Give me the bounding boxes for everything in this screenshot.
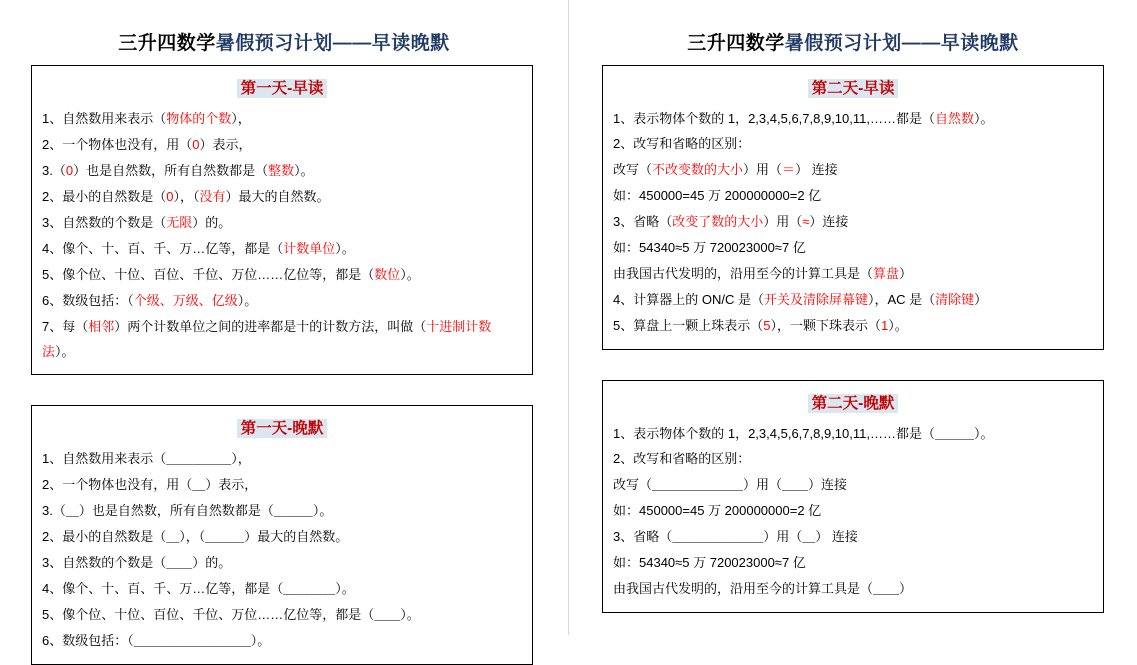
- section-lines-day1-morning: [42, 106, 522, 364]
- page-title-right-blue: 暑假预习计划——早读晚默: [784, 33, 1019, 54]
- content-line: [613, 446, 1093, 472]
- section-heading-day1-evening: [42, 416, 522, 438]
- content-line: [613, 498, 1093, 524]
- content-line: [613, 472, 1093, 498]
- line-text: 4、计算器上的 ON/C 是（: [613, 292, 764, 307]
- line-text: ） 连接: [795, 162, 838, 177]
- section-heading-day2-evening: [613, 391, 1093, 413]
- line-text: ），（: [173, 189, 200, 204]
- line-text: 1、自然数用来表示（＿＿＿＿＿），: [42, 451, 251, 466]
- section-heading-day1-morning-text: 第一天-早读: [237, 79, 328, 98]
- line-text: 由我国古代发明的，沿用至今的计算工具是（＿＿）: [613, 581, 913, 596]
- page-title-right: [569, 28, 1137, 55]
- section-lines-day2-evening: [613, 421, 1093, 602]
- content-line: [613, 106, 1093, 131]
- line-text: 3、自然数的个数是（＿＿）的。: [42, 555, 232, 570]
- section-heading-day2-morning-text: 第二天-早读: [808, 79, 899, 98]
- line-text: 7、每（: [42, 319, 89, 334]
- line-text: ）。: [888, 318, 908, 333]
- page-right: [569, 0, 1137, 635]
- answer-text: 没有: [199, 189, 226, 204]
- line-text: ）。: [55, 344, 75, 359]
- content-line: [42, 288, 522, 314]
- section-box-day1-morning: [31, 65, 533, 375]
- line-text: 1、自然数用来表示（: [42, 111, 167, 126]
- answer-text: 计数单位: [283, 241, 336, 256]
- content-line: [42, 550, 522, 576]
- line-text: 由我国古代发明的，沿用至今的计算工具是（: [613, 266, 874, 281]
- section-heading-day1-morning: [42, 76, 522, 98]
- line-text: 1、表示物体个数的 1，2,3,4,5,6,7,8,9,10,11,……都是（: [613, 111, 935, 126]
- content-line: [42, 446, 522, 472]
- section-box-day2-evening: [602, 380, 1104, 613]
- content-line: [613, 550, 1093, 576]
- content-line: [613, 183, 1093, 209]
- section-lines-day2-morning: [613, 106, 1093, 339]
- line-text: 4、像个、十、百、千、万…亿等，都是（＿＿＿＿）。: [42, 581, 355, 596]
- answer-text: 改变了数的大小: [672, 214, 764, 229]
- line-text: 6、数级包括：（＿＿＿＿＿＿＿＿＿）。: [42, 633, 271, 648]
- line-text: ），一颗下珠表示（: [770, 318, 881, 333]
- line-text: 5、像个位、十位、百位、千位、万位……亿位等，都是（＿＿）。: [42, 607, 420, 622]
- content-line: [42, 236, 522, 262]
- answer-text: 自然数: [935, 111, 975, 126]
- answer-text: 个级、万级、亿级: [133, 293, 238, 308]
- content-line: [613, 131, 1093, 157]
- line-text: 2、一个物体也没有，用（: [42, 137, 193, 152]
- content-line: [42, 498, 522, 524]
- answer-text: 算盘: [873, 266, 900, 281]
- content-line: [42, 472, 522, 498]
- line-text: 5、算盘上一颗上珠表示（: [613, 318, 764, 333]
- line-text: ）。: [237, 293, 258, 308]
- section-heading-day2-evening-text: 第二天-晚默: [808, 394, 899, 413]
- content-line: [613, 421, 1093, 446]
- spacer-left: [0, 375, 568, 405]
- answer-text: 十进制计数法: [42, 319, 492, 359]
- answer-text: 不改变数的大小: [652, 162, 744, 177]
- line-text: ）也是自然数，所有自然数都是（: [73, 163, 269, 178]
- line-text: ）用（: [763, 214, 803, 229]
- answer-text: ＝: [782, 162, 796, 177]
- page-title-left: [0, 28, 568, 55]
- content-line: [42, 184, 522, 210]
- line-text: 3.（＿）也是自然数，所有自然数都是（＿＿＿）。: [42, 503, 333, 518]
- content-line: [613, 235, 1093, 261]
- answer-text: 0: [166, 189, 174, 204]
- line-text: ）最大的自然数。: [225, 189, 330, 204]
- line-text: 3、省略（: [613, 214, 673, 229]
- line-text: 如：450000=45 万 200000000=2 亿: [613, 188, 822, 203]
- section-heading-day2-morning: [613, 76, 1093, 98]
- answer-text: 无限: [166, 215, 193, 230]
- content-line: [613, 313, 1093, 339]
- line-text: ），: [231, 111, 251, 126]
- page-title-left-blue: 暑假预习计划——早读晚默: [215, 33, 450, 54]
- line-text: ）两个计数单位之间的进率都是十的计数方法，叫做（: [114, 319, 427, 334]
- page-title-left-plain: 三升四数学: [118, 33, 216, 54]
- line-text: 3、省略（＿＿＿＿＿＿＿）用（＿） 连接: [613, 529, 858, 544]
- content-line: [42, 210, 522, 236]
- line-text: ）用（: [743, 162, 783, 177]
- answer-text: 1: [880, 318, 889, 333]
- line-text: 改写（＿＿＿＿＿＿＿）用（＿＿）连接: [613, 477, 848, 492]
- answer-text: 0: [192, 137, 200, 152]
- content-line: [613, 576, 1093, 602]
- answer-text: 物体的个数: [166, 111, 232, 126]
- answer-text: 数位: [374, 267, 401, 282]
- content-line: [42, 158, 522, 184]
- line-text: ）。: [974, 111, 994, 126]
- content-line: [42, 524, 522, 550]
- content-line: [42, 628, 522, 654]
- line-text: 2、最小的自然数是（＿），（＿＿＿）最大的自然数。: [42, 529, 349, 544]
- answer-text: 开关及清除屏幕键: [763, 292, 868, 307]
- line-text: 5、像个位、十位、百位、千位、万位……亿位等，都是（: [42, 267, 375, 282]
- line-text: 6、数级包括：（: [42, 293, 134, 308]
- line-text: 如：450000=45 万 200000000=2 亿: [613, 503, 822, 518]
- answer-text: 5: [763, 318, 771, 333]
- section-box-day2-morning: [602, 65, 1104, 350]
- section-box-day1-evening: [31, 405, 533, 665]
- line-text: 2、最小的自然数是（: [42, 189, 167, 204]
- line-text: 4、像个、十、百、千、万…亿等，都是（: [42, 241, 284, 256]
- page-left: [0, 0, 568, 648]
- content-line: [613, 261, 1093, 287]
- answer-text: 0: [65, 163, 74, 178]
- line-text: ）: [974, 292, 988, 307]
- spacer-right: [569, 350, 1137, 380]
- answer-text: 相邻: [88, 319, 115, 334]
- line-text: 2、一个物体也没有，用（＿）表示，: [42, 477, 258, 492]
- page-title-right-plain: 三升四数学: [687, 33, 785, 54]
- line-text: ）: [899, 266, 913, 281]
- line-text: 1、表示物体个数的 1，2,3,4,5,6,7,8,9,10,11,……都是（＿＿＿）。: [613, 426, 994, 441]
- line-text: ）。: [294, 163, 314, 178]
- section-lines-day1-evening: [42, 446, 522, 654]
- line-text: 3.（: [42, 163, 66, 178]
- answer-text: 清除键: [935, 292, 975, 307]
- content-line: [613, 524, 1093, 550]
- line-text: ）的。: [192, 215, 232, 230]
- line-text: ），AC 是（: [867, 292, 936, 307]
- content-line: [42, 314, 522, 364]
- content-line: [42, 132, 522, 158]
- line-text: ）表示，: [199, 137, 252, 152]
- line-text: ）。: [335, 241, 355, 256]
- content-line: [613, 287, 1093, 313]
- line-text: 3、自然数的个数是（: [42, 215, 167, 230]
- content-line: [42, 602, 522, 628]
- content-line: [613, 157, 1093, 183]
- answer-text: ≈: [802, 214, 810, 229]
- content-line: [613, 209, 1093, 235]
- line-text: ）连接: [809, 214, 849, 229]
- line-text: 改写（: [613, 162, 653, 177]
- content-line: [42, 262, 522, 288]
- line-text: ）。: [400, 267, 420, 282]
- line-text: 2、改写和省略的区别：: [613, 136, 751, 151]
- section-heading-day1-evening-text: 第一天-晚默: [237, 419, 328, 438]
- answer-text: 整数: [268, 163, 295, 178]
- line-text: 如：54340≈5 万 720023000≈7 亿: [613, 240, 806, 255]
- line-text: 如：54340≈5 万 720023000≈7 亿: [613, 555, 806, 570]
- content-line: [42, 576, 522, 602]
- line-text: 2、改写和省略的区别：: [613, 451, 751, 466]
- content-line: [42, 106, 522, 132]
